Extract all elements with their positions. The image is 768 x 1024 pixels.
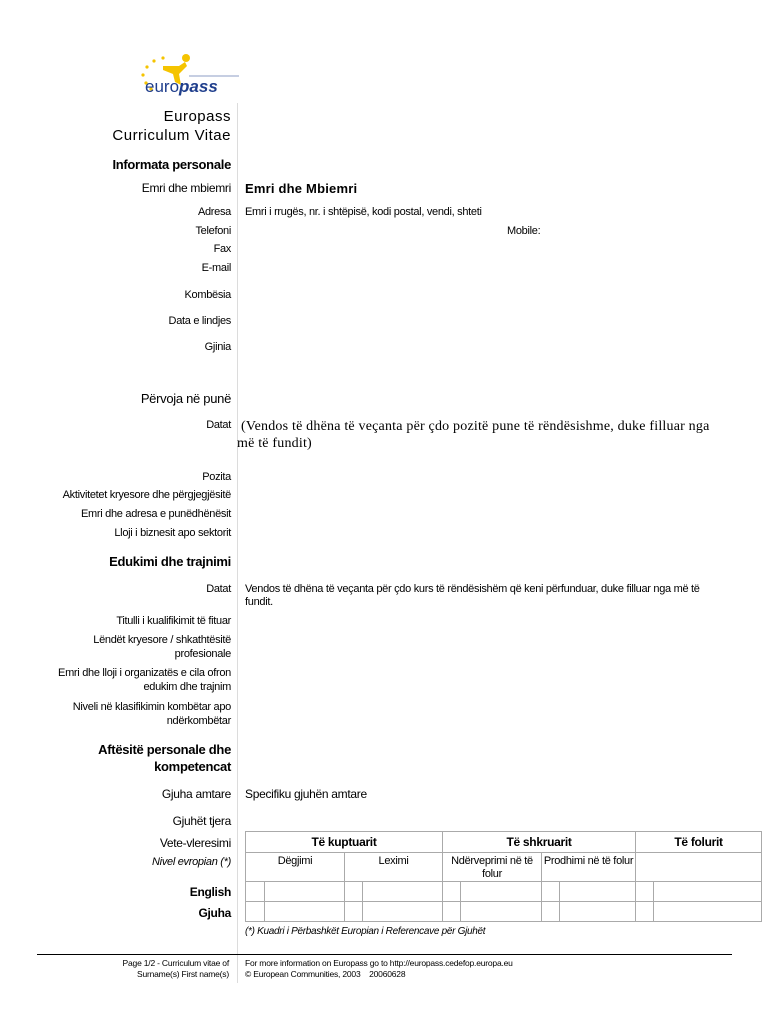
name-value: Emri dhe Mbiemri (245, 181, 358, 196)
desc-cell[interactable] (560, 902, 636, 922)
level-cell[interactable] (443, 882, 461, 902)
qualification-label: Titulli i kualifikimit të fituar (116, 615, 231, 627)
footer-info-line1: For more information on Europass go to http://europass.cedefop.europa.eu (245, 958, 513, 968)
level-cell[interactable] (636, 902, 654, 922)
cefr-note: (*) Kuadri i Përbashkët Europian i Referencave për Gjuhët (245, 926, 486, 937)
table-row (246, 902, 762, 922)
desc-cell[interactable] (265, 902, 345, 922)
work-dates-value: (Vendos të dhëna të veçanta për çdo pozitë pune të rëndësishme, duke filluar nga më të fundit) (237, 419, 710, 451)
birth-label: Data e lindjes (168, 315, 231, 327)
desc-cell[interactable] (363, 902, 443, 922)
mobile-label: Mobile: (507, 225, 541, 237)
desc-cell[interactable] (560, 882, 636, 902)
subjects-label: Lëndët kryesore / shkathtësitë profesionale (93, 634, 231, 660)
other-languages-label: Gjuhët tjera (172, 814, 231, 828)
education-heading: Edukimi dhe trajnimi (109, 554, 231, 569)
level-cell[interactable] (542, 902, 560, 922)
edu-dates-label: Datat (206, 583, 231, 595)
email-label: E-mail (201, 262, 231, 274)
level-label: Niveli në klasifikimin kombëtar apo ndërkombëtar (72, 701, 231, 727)
nationality-label: Kombësia (184, 289, 231, 301)
level-cell[interactable] (636, 882, 654, 902)
fax-label: Fax (213, 243, 231, 255)
footer-page-line2: Surname(s) First name(s) (136, 969, 229, 979)
subheader-listening: Dëgjimi (246, 853, 345, 882)
edu-dates-value: Vendos të dhëna të veçanta për çdo kurs të rëndësishëm që keni përfunduar, duke filluar nga më të fundit. (245, 583, 700, 608)
mother-tongue-value: Specifiku gjuhën amtare (245, 787, 367, 801)
cv-title-line2: Curriculum Vitae (112, 127, 231, 144)
language-table (245, 831, 762, 922)
cv-title-line1: Europass (163, 108, 231, 125)
desc-cell[interactable] (265, 882, 345, 902)
activities-label: Aktivitetet kryesore dhe përgjegjësitë (62, 489, 231, 501)
employer-label: Emri dhe adresa e punëdhënësit (81, 508, 231, 520)
work-heading: Përvoja në punë (140, 391, 231, 406)
desc-cell[interactable] (363, 882, 443, 902)
desc-cell[interactable] (461, 902, 542, 922)
position-label: Pozita (202, 471, 231, 483)
name-label: Emri dhe mbiemri (141, 181, 231, 195)
organization-label: Emri dhe lloji i organizatës e cila ofron edukim dhe trajnim (58, 667, 231, 693)
header-speaking: Të folurit (636, 832, 762, 853)
level-cell[interactable] (443, 902, 461, 922)
header-writing: Të shkruarit (443, 832, 636, 853)
desc-cell[interactable] (461, 882, 542, 902)
logo-text-pass: pass (179, 77, 218, 96)
work-dates-label: Datat (206, 419, 231, 431)
mother-tongue-label: Gjuha amtare (161, 787, 231, 801)
phone-label: Telefoni (195, 225, 231, 237)
subheader-production: Prodhimi në të folur (542, 853, 636, 882)
level-cell[interactable] (345, 902, 363, 922)
sector-label: Lloji i biznesit apo sektorit (114, 527, 231, 539)
footer-info-line2: © European Communities, 2003 20060628 (245, 969, 406, 979)
level-cell[interactable] (246, 902, 265, 922)
personal-heading: Informata personale (112, 157, 231, 172)
desc-cell[interactable] (654, 882, 762, 902)
level-cell[interactable] (246, 882, 265, 902)
desc-cell[interactable] (654, 902, 762, 922)
address-value: Emri i rrugës, nr. i shtëpisë, kodi postal, vendi, shteti (245, 206, 482, 218)
language-gjuha: Gjuha (198, 906, 231, 920)
european-level-label: Nivel evropian (*) (152, 856, 231, 868)
footer-divider (37, 954, 732, 955)
language-english: English (189, 885, 231, 899)
subheader-interaction: Ndërveprimi në të folur (443, 853, 542, 882)
subheader-reading: Leximi (345, 853, 443, 882)
skills-heading: Aftësitë personale dhe kompetencat (98, 742, 231, 774)
address-label: Adresa (197, 206, 231, 218)
level-cell[interactable] (542, 882, 560, 902)
gender-label: Gjinia (204, 341, 231, 353)
table-row (246, 882, 762, 902)
subheader-empty (636, 853, 762, 882)
column-divider (237, 103, 238, 983)
europass-logo (133, 52, 239, 98)
self-assessment-label: Vete-vleresimi (159, 836, 231, 850)
logo-text-euro: euro (145, 77, 180, 96)
footer-page-line1: Page 1/2 - Curriculum vitae of (122, 958, 229, 968)
level-cell[interactable] (345, 882, 363, 902)
header-understanding: Të kuptuarit (246, 832, 443, 853)
